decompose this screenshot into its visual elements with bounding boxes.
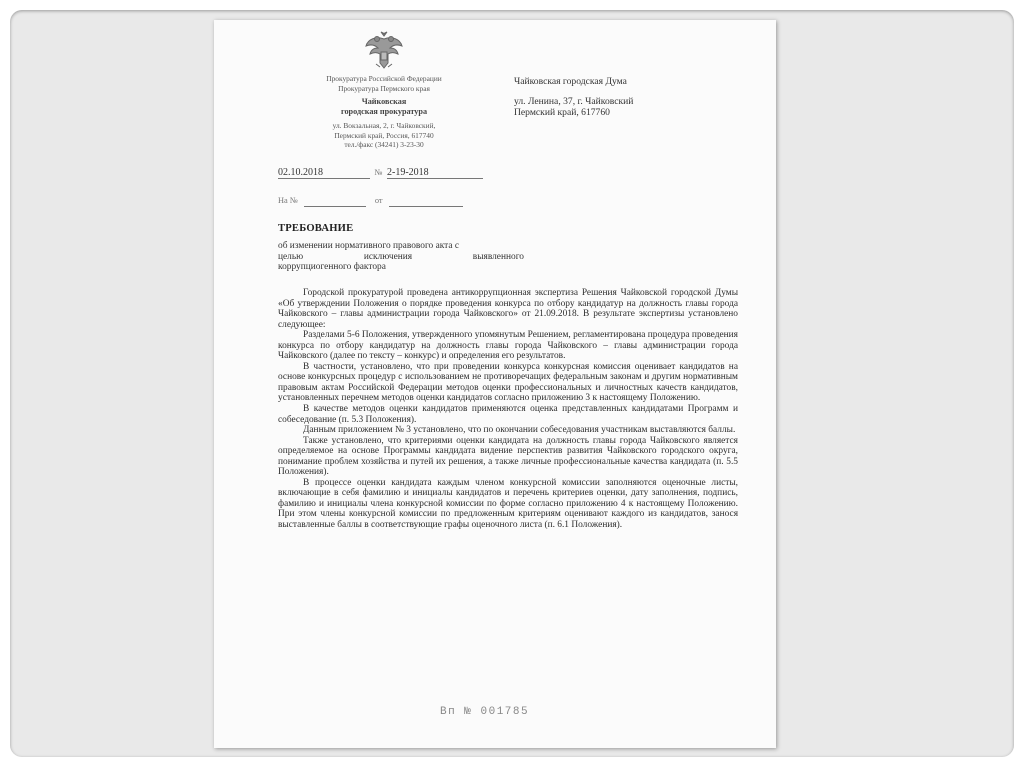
reply-date-blank — [389, 195, 463, 207]
recipient-address-line: Пермский край, 617760 — [514, 107, 610, 118]
reply-line — [278, 195, 463, 207]
registration-line — [278, 167, 483, 179]
outgoing-date: 02.10.2018 — [278, 167, 370, 179]
body-paragraph: В частности, установлено, что при проведении конкурса конкурсная комиссия оценивает кандидатов на основе конкурсных процедур с использованием не противоречащих федеральным законам и другим нормативным правовым актам Российской Федерации методов оценки профессиональных и личностных качеств кандидатов, установленных перечнем методов оценки кандидатов согласно приложению 3 к настоящему Положению. — [278, 361, 738, 404]
recipient-name: Чайковская городская Дума — [514, 76, 627, 87]
coat-of-arms-icon — [362, 30, 406, 72]
reply-number-blank — [304, 195, 366, 207]
recipient-address-line: ул. Ленина, 37, г. Чайковский — [514, 95, 634, 107]
body-paragraph: Городской прокуратурой проведена антикоррупционная экспертиза Решения Чайковской городской Думы «Об утверждении Положения о порядке проведения конкурса по отбору кандидатур на должность главы города Чайковского – главы администрации города Чайковского» от 21.09.2018. В результате экспертизы установлено следующее: — [278, 288, 738, 330]
body-paragraph: В качестве методов оценки кандидатов применяются оценка представленных кандидатами Программ и собеседование (п. 5.3 Положения). — [278, 404, 738, 425]
outgoing-number: 2-19-2018 — [387, 167, 483, 179]
document-page — [214, 20, 776, 748]
document-title: ТРЕБОВАНИЕ — [278, 223, 354, 234]
org-line: Прокуратура Российской Федерации — [326, 74, 442, 83]
reply-label: На № — [278, 196, 298, 205]
body-paragraph: Разделами 5-6 Положения, утвержденного упомянутым Решением, регламентирована процедура проведения конкурса по отбору кандидатур на должность главы города Чайковского – главы администрации города Чайковского (далее по тексту – конкурс) и определения его результатов. — [278, 330, 738, 362]
document-subject — [278, 241, 524, 273]
document-body — [278, 288, 738, 531]
recipient-block — [514, 76, 754, 119]
body-paragraph: Данным приложением № 3 установлено, что по окончании собеседования участникам выставляются баллы. — [303, 425, 736, 436]
office-name: городская прокуратура — [340, 107, 428, 116]
body-paragraph: В процессе оценки кандидата каждым членом конкурсной комиссии заполняются оценочные листы, включающие в себя фамилию и инициалы кандидатов и перечень критериев оценки, дату заполнения, подпись, фамилию и инициалы члена конкурсной комиссии по форме согласно приложению 4 к настоящему Положению. При этом члены конкурсной комиссии по предложенным критериям оценивают каждого из кандидатов, занося выставленные баллы в соответствующие графы оценочного листа (п. 6.1 Положения). — [278, 477, 738, 531]
body-paragraph: Также установлено, что критериями оценки кандидата на должность главы города Чайковского является определяемое на основе Программы кандидата видение перспектив развития Чайковского городского округа, понимание проблем хозяйства и путей их решения, а также личные профессиональные качества кандидата (п. 5.5 Положения). — [278, 435, 738, 478]
office-address-line: Пермский край, Россия, 617740 — [334, 130, 434, 140]
office-name: Чайковская — [361, 97, 407, 106]
number-label: № — [374, 168, 383, 177]
form-serial-number: Вп № 001785 — [440, 706, 530, 718]
office-address-line: ул. Вокзальная, 2, г. Чайковский, — [332, 121, 436, 130]
org-line: Прокуратура Пермского края — [338, 83, 430, 93]
subject-line: коррупциогенного фактора — [278, 262, 386, 273]
office-address-line: тел./факс (34241) 3-23-30 — [344, 140, 424, 149]
from-label: от — [374, 196, 383, 205]
subject-line: об изменении нормативного правового акта с — [278, 241, 460, 251]
sender-organization — [304, 74, 464, 150]
subject-line: целью исключения выявленного — [278, 251, 524, 262]
